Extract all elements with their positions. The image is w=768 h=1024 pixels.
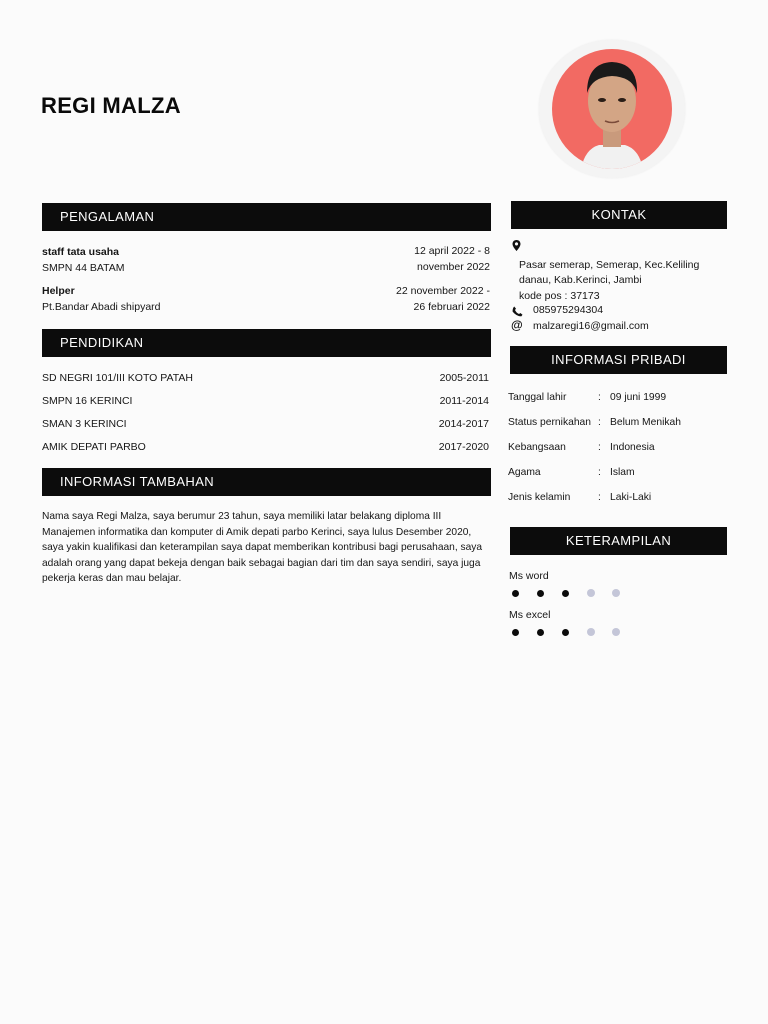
experience-2-company: Pt.Bandar Abadi shipyard [42,301,161,313]
religion-value: Islam [610,467,635,478]
colon: : [598,417,601,428]
education-2-years: 2011-2014 [439,395,489,407]
location-pin-icon [512,240,521,254]
gender-label: Jenis kelamin [508,492,571,503]
contact-address-line1: Pasar semerap, Semerap, Kec.Keliling [519,259,700,271]
rating-dot-filled [512,629,519,636]
rating-dot-filled [537,590,544,597]
skill-1-name: Ms word [509,570,549,582]
education-4-years: 2017-2020 [438,441,489,453]
rating-dot-filled [512,590,519,597]
experience-1-date-line2: november 2022 [417,261,490,273]
skills-section-header: KETERAMPILAN [510,527,727,555]
education-4-school: AMIK DEPATI PARBO [42,441,146,453]
at-sign-icon: @ [511,318,523,332]
education-2-school: SMPN 16 KERINCI [42,395,133,407]
skill-1-rating [512,589,632,601]
experience-2-date-line2: 26 februari 2022 [413,301,490,313]
education-3-school: SMAN 3 KERINCI [42,418,127,430]
contact-email[interactable]: malzaregi16@gmail.com [533,320,649,332]
gender-value: Laki-Laki [610,492,652,503]
education-3-years: 2014-2017 [438,418,489,430]
experience-2-title: Helper [42,285,75,297]
contact-section-header: KONTAK [511,201,727,229]
experience-1-date-line1: 12 april 2022 - 8 [414,245,490,257]
rating-dot-empty [587,628,595,636]
education-section-header: PENDIDIKAN [42,329,491,357]
birthdate-value: 09 juni 1999 [610,392,667,403]
religion-label: Agama [508,467,541,478]
experience-1-title: staff tata usaha [42,246,120,258]
rating-dot-empty [587,589,595,597]
experience-2-date-line1: 22 november 2022 - [396,285,490,297]
nationality-value: Indonesia [610,442,655,453]
profile-photo [539,40,685,178]
nationality-label: Kebangsaan [508,442,566,453]
skill-2-name: Ms excel [509,609,551,621]
marital-status-value: Belum Menikah [610,417,681,428]
rating-dot-empty [612,628,620,636]
additional-info-section-header: INFORMASI TAMBAHAN [42,468,491,496]
personal-info-section-header: INFORMASI PRIBADI [510,346,727,374]
contact-postal-code: kode pos : 37173 [519,290,600,302]
marital-status-label: Status pernikahan [508,417,592,428]
rating-dot-filled [562,590,569,597]
candidate-name: REGI MALZA [41,93,181,118]
experience-section-header: PENGALAMAN [42,203,491,231]
birthdate-label: Tanggal lahir [508,392,567,403]
education-1-years: 2005-2011 [439,372,489,384]
additional-info-paragraph: Nama saya Regi Malza, saya berumur 23 tahun, saya memiliki latar belakang diploma III Manajemen informatika dan komputer di Amik depati parbo Kerinci, saya lulus Desember 2020, saya yakin kualifikasi dan keterampilan saya dapat memberikan kontribusi bagi perusahaan, saya adalah orang yang dapat bekeja dengan baik sebagai bagian dari tim dan saya sendiri, saya juga pekerja keras dan mau belajar. [42,511,483,584]
colon: : [598,392,601,403]
avatar-image [551,49,673,169]
rating-dot-filled [537,629,544,636]
contact-phone: 085975294304 [533,304,604,316]
education-1-school: SD NEGRI 101/III KOTO PATAH [42,372,193,384]
contact-address-line2: danau, Kab.Kerinci, Jambi [519,274,642,286]
experience-1-company: SMPN 44 BATAM [42,262,125,274]
colon: : [598,442,601,453]
rating-dot-empty [612,589,620,597]
rating-dot-filled [562,629,569,636]
skill-2-rating [512,628,632,640]
colon: : [598,492,601,503]
colon: : [598,467,601,478]
